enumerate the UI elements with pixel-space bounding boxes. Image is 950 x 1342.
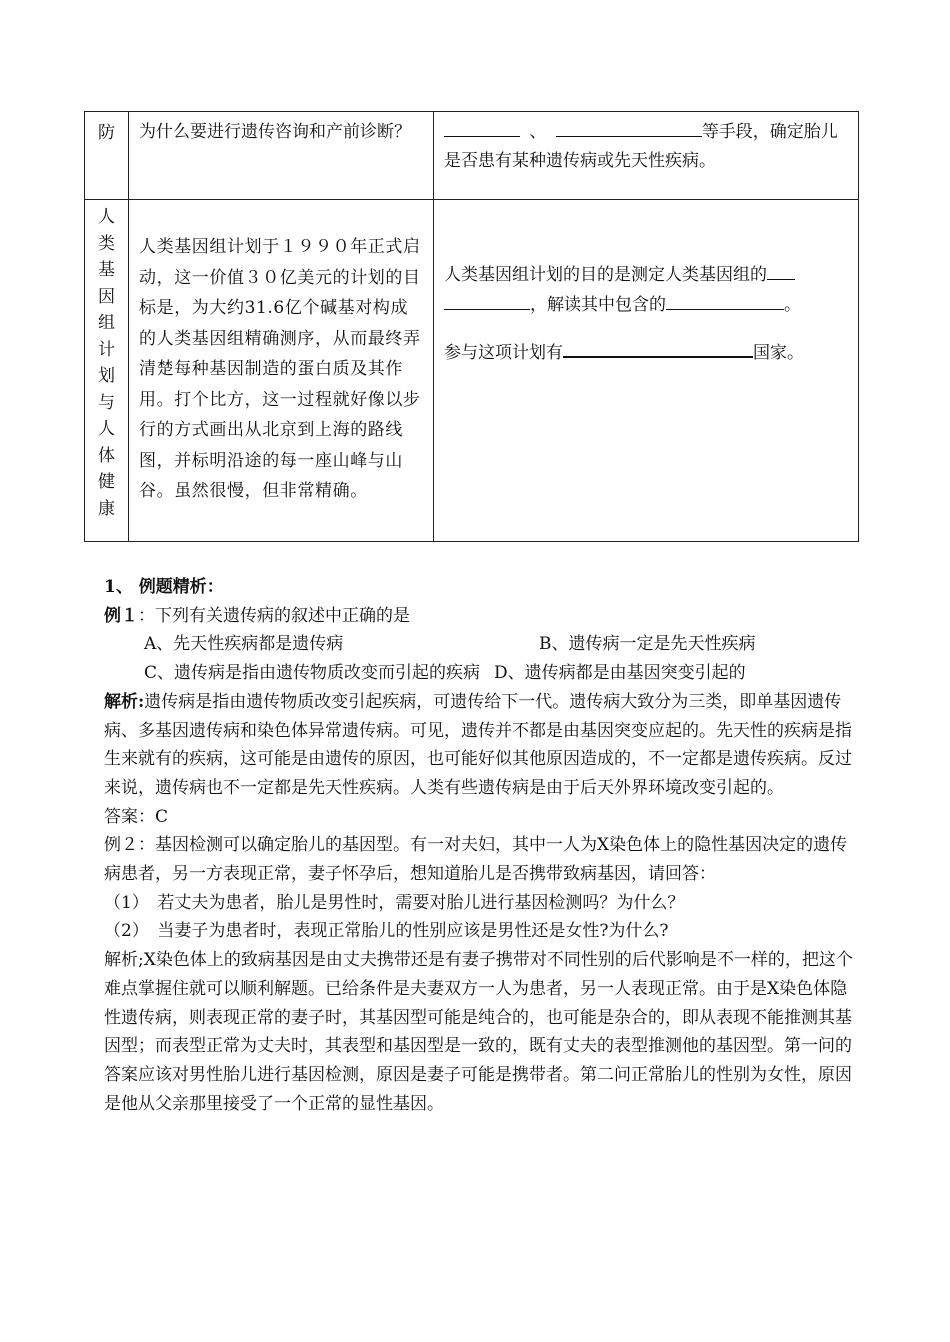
table-cell (434, 112, 859, 200)
question-text: 国家。 (753, 343, 804, 363)
heading-char: 组 (98, 313, 115, 333)
fill-blank[interactable] (767, 261, 795, 280)
heading-char: 康 (98, 498, 115, 519)
analysis-text: 遗传病是指由遗传物质改变引起疾病，可遗传给下一代。遗传病大致分为三类，即单基因遗传病、多基因遗传病和染色体异常遗传病。可见，遗传并不都是由基因突变应起的。先天性的疾病是指生来就有的疾病，这可能是由遗传的原因，也可能好似其他原因造成的，不一定都是遗传疾病。反过来说，遗传病也不一定都是先天性疾病。人类有些遗传病是由于后天外界环境改变引起的。 (104, 691, 852, 798)
example2-q2: （2） 当妻子为患者时，表现正常胎儿的性别应该是男性还是女性?为什么? (104, 921, 669, 942)
example1-question (104, 602, 854, 631)
heading-char: 健 (98, 472, 115, 492)
example1-answer: 答案：C (104, 806, 169, 827)
table-cell (434, 200, 859, 542)
hgp-question-1 (444, 260, 850, 320)
heading-char: 体 (98, 445, 115, 466)
example1-analysis (104, 688, 854, 803)
fill-blank[interactable] (666, 291, 784, 310)
examples-section (104, 573, 854, 1118)
option-a: A、先天性疾病都是遗传病 (144, 634, 344, 655)
heading-char: 基 (98, 260, 115, 280)
table-cell (85, 200, 129, 542)
example2-q1: （1） 若丈夫为患者，胎儿是男性时，需要对胎儿进行基因检测吗？为什么？ (104, 892, 685, 913)
separator-text: 、 (529, 122, 547, 142)
heading-char: 人 (98, 419, 115, 439)
question-text: 人类基因组计划的目的是测定人类基因组的 (444, 265, 767, 285)
hgp-question-2 (444, 338, 850, 368)
row-heading: 防 (98, 123, 115, 143)
answer-text (434, 112, 858, 176)
row-heading-vertical (85, 200, 128, 522)
table-cell (85, 112, 129, 200)
heading-char: 与 (98, 392, 115, 413)
heading-char: 计 (98, 339, 115, 360)
fill-blank[interactable] (444, 291, 530, 310)
example2-analysis: 解析;X染色体上的致病基因是由丈夫携带还是有妻子携带对不同性别的后代影响是不一样的，把这个难点掌握住就可以顺利解题。已给条件是夫妻双方一人为患者，另一人表现正常。由于是X染色体隐性遗传病，则表现正常的妻子时，其基因型可能是纯合的，也可能是杂合的，即从表现不能推测其基因型；而表型正常为丈夫时，其表型和基因型是一致的，既有丈夫的表型推测他的基因型。第一问的答案应该对男性胎儿进行基因检测，原因是妻子可能是携带者。第二问正常胎儿的性别为女性，原因是他从父亲那里接受了一个正常的显性基因。 (104, 950, 853, 1114)
question-text: 参与这项计划有 (444, 343, 563, 363)
option-d: D、遗传病都是由基因突变引起的 (494, 663, 746, 684)
table-cell (129, 112, 434, 200)
options-row (104, 630, 854, 659)
option-b: B、遗传病一定是先天性疾病 (539, 634, 756, 655)
heading-char: 类 (98, 233, 115, 254)
heading-char: 人 (98, 207, 115, 227)
option-c: C、遗传病是指由遗传物质改变而引起的疾病 (144, 663, 481, 684)
question-text: 。 (784, 295, 801, 315)
fill-blank[interactable] (563, 338, 753, 358)
example2-question: 例２：基因检测可以确定胎儿的基因型。有一对夫妇，其中一人为X染色体上的隐性基因决定的遗传病患者，另一方表现正常，妻子怀孕后，想知道胎儿是否携带致病基因，请回答： (104, 835, 848, 885)
question-text: ，解读其中包含的 (530, 295, 666, 315)
fill-blank[interactable] (444, 118, 520, 137)
hgp-questions (434, 200, 858, 368)
options-row (104, 659, 854, 688)
example-question-text: ：下列有关遗传病的叙述中正确的是 (138, 605, 410, 626)
hgp-description: 人类基因组计划于１９９０年正式启动，这一价值３０亿美元的计划的目标是，为大约31.6亿个碱基对构成的人类基因组精确测序，从而最终弄清楚每种基因制造的蛋白质及其作用。打个比方，这一过程就好像以步行的方式画出从北京到上海的路线图，并标明沿途的每一座山峰与山谷。虽然很慢，但非常精确。 (139, 237, 421, 501)
knowledge-table (84, 111, 859, 542)
table-row (85, 200, 859, 542)
question-text: 为什么要进行遗传咨询和产前诊断？ (139, 122, 411, 142)
example-label: 例１ (104, 605, 138, 626)
heading-char: 因 (98, 286, 115, 307)
table-row (85, 112, 859, 200)
answer-tail-text: 等手段，确定胎儿是否患有某种遗传病或先天性疾病。 (444, 122, 838, 171)
heading-char: 划 (98, 366, 115, 386)
section-heading: 1、 例题精析： (104, 577, 224, 597)
analysis-label: 解析: (104, 691, 145, 712)
fill-blank[interactable] (556, 118, 702, 137)
table-cell (129, 200, 434, 542)
